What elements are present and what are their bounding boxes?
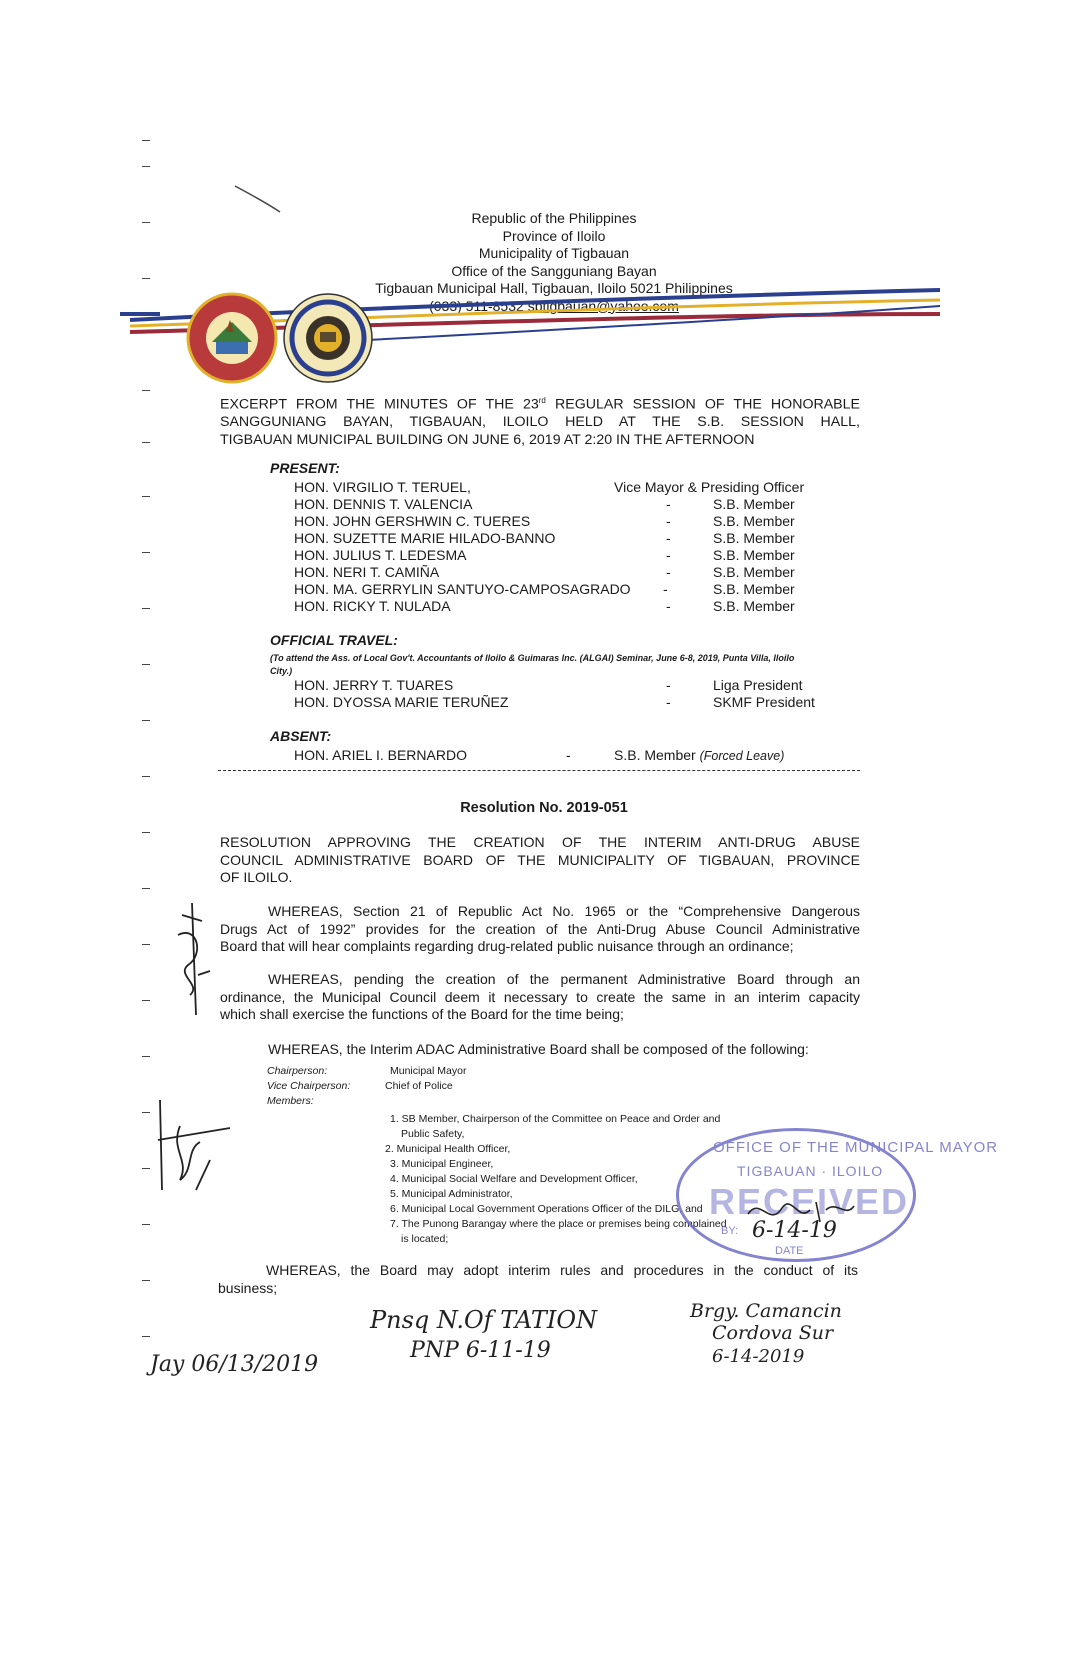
stamp-by-label: BY: xyxy=(721,1225,739,1237)
travel-member-role: Liga President xyxy=(713,677,803,693)
vice-chair-value: Chief of Police xyxy=(385,1080,453,1092)
sangguniang-bayan-seal-icon xyxy=(282,292,374,384)
excerpt-line: EXCERPT FROM THE MINUTES OF THE 23rd REGULAR SESSION OF THE HONORABLE xyxy=(220,396,861,413)
board-member: 5. Municipal Administrator, xyxy=(390,1188,513,1200)
member-name: HON. DENNIS T. VALENCIA xyxy=(294,496,473,512)
margin-tick xyxy=(142,1280,150,1281)
margin-tick xyxy=(142,278,150,279)
member-dash: - xyxy=(666,496,671,512)
margin-tick xyxy=(142,888,150,889)
presider-role: Vice Mayor & Presiding Officer xyxy=(614,479,805,495)
board-member: 4. Municipal Social Welfare and Development Officer, xyxy=(390,1173,638,1185)
resolution-number: Resolution No. 2019-051 xyxy=(460,800,628,816)
letterhead-line: Province of Iloilo xyxy=(502,227,606,244)
margin-tick xyxy=(142,1056,150,1057)
margin-tick xyxy=(142,552,150,553)
margin-tick xyxy=(142,390,150,391)
section-divider xyxy=(218,770,860,771)
excerpt-heading xyxy=(220,392,860,449)
member-name: HON. JOHN GERSHWIN C. TUERES xyxy=(294,513,531,529)
municipality-seal-icon xyxy=(186,292,278,384)
member-dash: - xyxy=(666,598,671,614)
absent-role: S.B. Member (Forced Leave) xyxy=(614,747,785,763)
stamp-signature xyxy=(740,1192,860,1232)
member-name: HON. NERI T. CAMIÑA xyxy=(294,564,440,580)
margin-tick xyxy=(142,140,150,141)
member-dash: - xyxy=(666,547,671,563)
member-role: S.B. Member xyxy=(713,547,795,563)
board-member: 6. Municipal Local Government Operations Officer of the DILG, and xyxy=(390,1203,703,1215)
excerpt-line: SANGGUNIANG BAYAN, TIGBAUAN, ILOILO HELD AT THE S.B. SESSION HALL, xyxy=(220,414,860,431)
whereas-paragraph: WHEREAS, Section 21 of Republic Act No. 1965 or the “Comprehensive Dangerous Drugs Act of 1992” provides for the creation of the Anti-Drug Abuse Council Administrative Board that will hear complaints regarding drug-related public nuisance through an ordinance; xyxy=(220,903,860,954)
margin-tick xyxy=(142,832,150,833)
margin-tick xyxy=(142,776,150,777)
members-label: Members: xyxy=(267,1095,314,1107)
travel-member-role: SKMF President xyxy=(713,694,815,710)
stamp-office-text: OFFICE OF THE MUNICIPAL MAYOR xyxy=(713,1139,999,1156)
board-member: Public Safety, xyxy=(401,1128,465,1140)
present-label: PRESENT: xyxy=(270,460,340,476)
left-initials-note: Jay 06/13/2019 xyxy=(150,1352,319,1377)
board-member: is located; xyxy=(401,1233,449,1245)
barangay-date-note: 6-14-2019 xyxy=(712,1346,805,1367)
margin-tick xyxy=(142,944,150,945)
margin-tick xyxy=(142,608,150,609)
margin-tick xyxy=(142,664,150,665)
margin-tick xyxy=(142,720,150,721)
member-name: HON. RICKY T. NULADA xyxy=(294,598,451,614)
margin-tick xyxy=(142,1112,150,1113)
whereas-paragraph: WHEREAS, pending the creation of the permanent Administrative Board through an ordinance, the Municipal Council deem it necessary to create the same in an interim capacity which shall exercise the functions of the Board for the time being; xyxy=(220,971,860,1022)
margin-tick xyxy=(142,222,150,223)
pnp-note: Pnsq N.Of TATION xyxy=(370,1306,598,1334)
board-member: 1. SB Member, Chairperson of the Committee on Peace and Order and xyxy=(390,1113,721,1125)
board-member: 2. Municipal Health Officer, xyxy=(385,1143,511,1155)
member-role: S.B. Member xyxy=(713,513,795,529)
board-member: 7. The Punong Barangay where the place or premises being complained xyxy=(390,1218,727,1230)
member-dash: - xyxy=(663,581,668,597)
member-role: S.B. Member xyxy=(713,496,795,512)
member-name: HON. JULIUS T. LEDESMA xyxy=(294,547,467,563)
member-role: S.B. Member xyxy=(713,598,795,614)
member-role: S.B. Member xyxy=(713,581,795,597)
member-name: HON. MA. GERRYLIN SANTUYO-CAMPOSAGRADO xyxy=(294,581,631,597)
margin-tick xyxy=(142,496,150,497)
presider-name: HON. VIRGILIO T. TERUEL, xyxy=(294,479,471,495)
margin-signature xyxy=(150,1090,240,1200)
letterhead-line: Tigbauan Municipal Hall, Tigbauan, Iloilo 5021 Philippines xyxy=(375,280,733,296)
member-dash: - xyxy=(666,564,671,580)
chair-label: Chairperson: xyxy=(267,1065,328,1077)
member-dash: - xyxy=(666,530,671,546)
member-role: S.B. Member xyxy=(713,530,795,546)
margin-signature xyxy=(168,895,218,1025)
member-dash: - xyxy=(666,513,671,529)
stamp-received-text: RECEIVED xyxy=(709,1181,910,1222)
margin-tick xyxy=(142,1168,150,1169)
resolution-title: RESOLUTION APPROVING THE CREATION OF THE INTERIM ANTI-DRUG ABUSE COUNCIL ADMINISTRATIVE BOARD OF THE MUNICIPALITY OF TIGBAUAN, PROVINCE OF ILOILO. xyxy=(220,834,860,885)
letterhead-line: Republic of the Philippines xyxy=(471,210,637,226)
whereas-paragraph: WHEREAS, the Board may adopt interim rules and procedures in the conduct of its business; xyxy=(218,1262,858,1296)
board-member: 3. Municipal Engineer, xyxy=(390,1158,494,1170)
stamp-location-text: TIGBAUAN · ILOILO xyxy=(737,1163,884,1179)
barangay-note: Brgy. Camancin xyxy=(690,1300,842,1322)
letterhead-line: Municipality of Tigbauan xyxy=(478,245,630,261)
member-name: HON. SUZETTE MARIE HILADO-BANNO xyxy=(294,530,556,546)
letterhead-line: Office of the Sangguniang Bayan xyxy=(451,262,657,279)
email-link[interactable]: sbtigbauan@yahoo.com xyxy=(527,297,679,314)
margin-tick xyxy=(142,1000,150,1001)
absent-label: ABSENT: xyxy=(270,728,332,744)
stamp-date-label: DATE xyxy=(775,1245,804,1257)
whereas-paragraph: WHEREAS, the Interim ADAC Administrative Board shall be composed of the following: xyxy=(268,1041,809,1057)
travel-member-dash: - xyxy=(666,694,671,710)
travel-member-name: HON. JERRY T. TUARES xyxy=(294,677,454,693)
barangay-name-note: Cordova Sur xyxy=(712,1322,834,1344)
margin-tick xyxy=(142,166,150,167)
travel-member-dash: - xyxy=(666,677,671,693)
absent-name: HON. ARIEL I. BERNARDO xyxy=(294,747,467,763)
margin-tick xyxy=(142,1224,150,1225)
margin-tick xyxy=(142,1336,150,1337)
stamp-handwritten-date: 6-14-19 xyxy=(752,1218,837,1243)
member-role: S.B. Member xyxy=(713,564,795,580)
pnp-date-note: PNP 6-11-19 xyxy=(410,1338,551,1363)
margin-tick xyxy=(142,442,150,443)
vice-chair-label: Vice Chairperson: xyxy=(267,1080,351,1092)
absent-dash: - xyxy=(566,747,571,763)
official-travel-label: OFFICIAL TRAVEL: xyxy=(270,632,398,648)
chair-value: Municipal Mayor xyxy=(390,1065,467,1077)
phone-number: (033) 511-8532 xyxy=(429,297,524,314)
excerpt-line: TIGBAUAN MUNICIPAL BUILDING ON JUNE 6, 2019 AT 2:20 IN THE AFTERNOON xyxy=(220,431,755,448)
travel-note: (To attend the Ass. of Local Gov't. Accountants of Iloilo & Guimaras Inc. (ALGAI) Seminar, June 6-8, 2019, Punta Villa, Iloilo City.) xyxy=(270,653,795,676)
travel-member-name: HON. DYOSSA MARIE TERUÑEZ xyxy=(294,694,509,710)
